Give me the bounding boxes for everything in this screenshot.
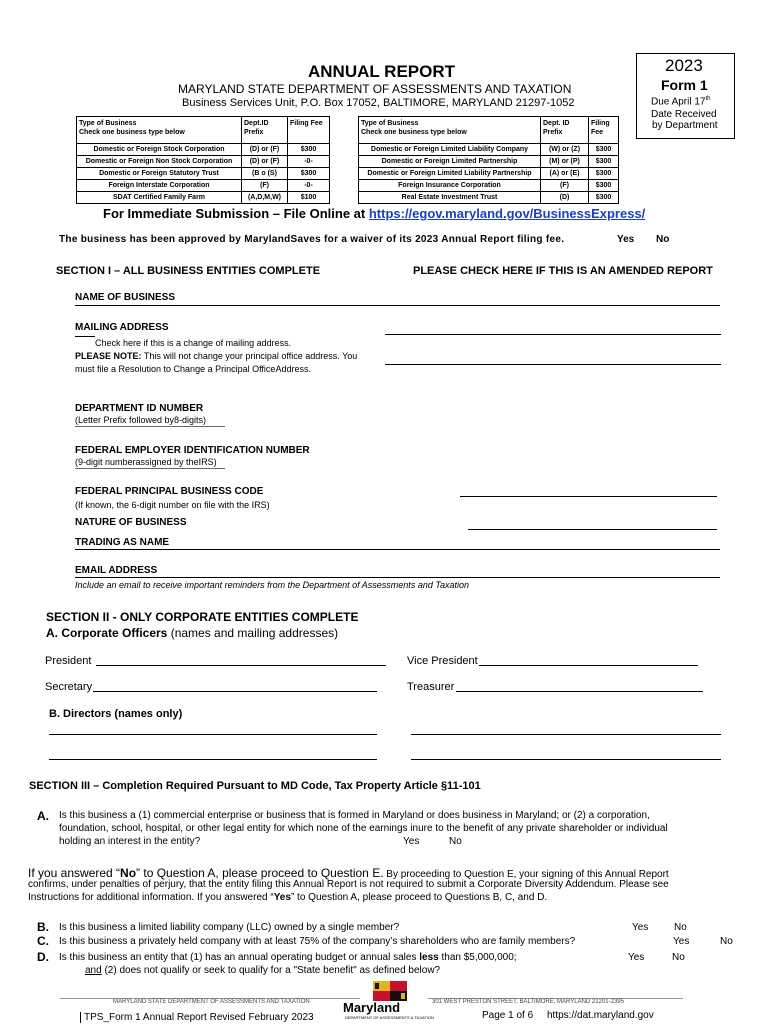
fee-table-cell: Real Estate Investment Trust — [359, 192, 541, 204]
question-b-no[interactable]: No — [674, 922, 687, 933]
section-2-title: SECTION II - ONLY CORPORATE ENTITIES COMPLETE — [46, 610, 359, 624]
section-1-title: SECTION I – ALL BUSINESS ENTITIES COMPLETE — [56, 265, 321, 277]
fee-table-row[interactable] — [77, 180, 330, 192]
name-of-business-field[interactable] — [75, 305, 720, 306]
fein-label: FEDERAL EMPLOYER IDENTIFICATION NUMBER — [75, 445, 310, 456]
fee-table-cell: (A) or (E) — [541, 168, 589, 180]
question-b-yes[interactable]: Yes — [632, 922, 649, 933]
question-d-line-2: and (2) does not qualify or seek to qualify for a "State benefit" as defined below? — [85, 965, 441, 976]
form-revision: TPS_Form 1 Annual Report Revised February 2023 — [80, 1012, 314, 1023]
fee-table-cell: $300 — [288, 168, 330, 180]
corporate-officers-label: A. Corporate Officers (names and mailing addresses) — [46, 626, 339, 640]
question-a-yes[interactable]: Yes — [403, 836, 420, 847]
page-number: Page 1 of 6 — [482, 1010, 534, 1021]
fee-table-header — [359, 117, 619, 144]
change-of-address-label: Check here if this is a change of mailing address. — [95, 338, 292, 348]
question-d-letter: D. — [37, 950, 49, 964]
fein-field[interactable] — [75, 468, 225, 469]
form-year: 2023 — [665, 56, 703, 75]
fee-table-cell: Domestic or Foreign Limited Liability Company — [359, 144, 541, 156]
fee-table-cell: Domestic or Foreign Non Stock Corporation — [77, 156, 242, 168]
online-submission: For Immediate Submission – File Online at https://egov.maryland.gov/BusinessExpress/ — [103, 206, 646, 221]
note-resolution: must file a Resolution to Change a Principal OfficeAddress. — [75, 364, 311, 374]
fee-table-cell: Foreign Insurance Corporation — [359, 180, 541, 192]
due-date: Due April 17th — [651, 96, 711, 108]
mailing-address-field-2[interactable] — [385, 364, 721, 365]
treasurer-label: Treasurer — [407, 681, 455, 693]
fpbc-hint: (If known, the 6-digit number on file with the IRS) — [75, 500, 270, 510]
if-no-instructions: If you answered “No” to Question A, please proceed to Question E. By proceeding to Question E, your signing of this Annual Report — [28, 866, 669, 880]
amended-report-checkbox-label[interactable]: PLEASE CHECK HERE IF THIS IS AN AMENDED REPORT — [413, 265, 713, 277]
agency-address: Business Services Unit, P.O. Box 17052, BALTIMORE, MARYLAND 21297-1052 — [182, 97, 575, 109]
question-b-letter: B. — [37, 920, 49, 934]
fee-table-header-cell: Dept. ID Prefix — [541, 117, 589, 144]
question-c-letter: C. — [37, 934, 49, 948]
secretary-label: Secretary — [45, 681, 93, 693]
fpbc-label: FEDERAL PRINCIPAL BUSINESS CODE — [75, 486, 264, 497]
maryland-logo-text: Maryland — [343, 1000, 401, 1015]
fee-table-cell: (D) or (F) — [242, 156, 288, 168]
trading-as-label: TRADING AS NAME — [75, 537, 170, 548]
president-field[interactable] — [96, 665, 386, 666]
email-hint: Include an email to receive important reminders from the Department of Assessments and Taxation — [75, 580, 470, 590]
please-note: PLEASE NOTE: This will not change your principal office address. You — [75, 351, 358, 361]
fee-table-row[interactable] — [359, 168, 619, 180]
waiver-question: The business has been approved by MarylandSaves for a waiver of its 2023 Annual Report filing fee. — [59, 234, 565, 245]
nature-of-business-label: NATURE OF BUSINESS — [75, 517, 187, 528]
fee-table-cell: (F) — [541, 180, 589, 192]
question-c: Is this business a privately held company with at least 75% of the company’s shareholders who are family members? — [59, 936, 576, 947]
fee-table-cell: $300 — [589, 192, 619, 204]
maryland-logo-subtext: DEPARTMENT OF ASSESSMENTS & TAXATION — [345, 1015, 434, 1020]
question-a-line-2: foundation, school, hospital, or other legal entity for which none of the earnings inure to the benefit of any private shareholder or individual — [59, 823, 668, 834]
mailing-address-label: MAILING ADDRESS — [75, 322, 169, 333]
director-field-3[interactable] — [49, 759, 377, 760]
fee-table-cell: $300 — [589, 180, 619, 192]
fee-table-row[interactable] — [77, 192, 330, 204]
fee-table-cell: Domestic or Foreign Statutory Trust — [77, 168, 242, 180]
fee-table-cell: Domestic or Foreign Limited Partnership — [359, 156, 541, 168]
fee-table-cell: (A,D,M,W) — [242, 192, 288, 204]
president-label: President — [45, 655, 92, 667]
dept-id-hint: (Letter Prefix followed by8-digits) — [75, 415, 207, 425]
waiver-no[interactable]: No — [656, 234, 670, 245]
agency-name: MARYLAND STATE DEPARTMENT OF ASSESSMENTS AND TAXATION — [178, 82, 572, 96]
email-field[interactable] — [75, 577, 720, 578]
fee-table-row[interactable] — [359, 144, 619, 156]
fee-table-cell: (W) or (Z) — [541, 144, 589, 156]
question-a-line-1: Is this business a (1) commercial enterprise or business that is formed in Maryland or does business in Maryland; or (2) a corporation, — [59, 810, 650, 821]
form-info-box — [636, 53, 735, 139]
director-field-4[interactable] — [411, 759, 721, 760]
fee-table-row[interactable] — [359, 180, 619, 192]
fee-table-header-cell: Dept.ID Prefix — [242, 117, 288, 144]
waiver-yes[interactable]: Yes — [617, 234, 635, 245]
fee-table-cell: -0- — [288, 156, 330, 168]
mailing-address-field-1[interactable] — [385, 334, 721, 335]
fee-table-header-cell: Filing Fee — [288, 117, 330, 144]
fee-table-cell: (F) — [242, 180, 288, 192]
footer-agency: MARYLAND STATE DEPARTMENT OF ASSESSMENTS AND TAXATION — [113, 999, 310, 1005]
fee-table-cell: Foreign Interstate Corporation — [77, 180, 242, 192]
fee-table-row[interactable] — [359, 156, 619, 168]
fee-table-cell: $300 — [288, 144, 330, 156]
question-c-no[interactable]: No — [720, 936, 733, 947]
director-field-1[interactable] — [49, 734, 377, 735]
fee-table-cell: Domestic or Foreign Limited Liability Partnership — [359, 168, 541, 180]
fee-table-header — [77, 117, 330, 144]
fee-table-cell: -0- — [288, 180, 330, 192]
business-express-link[interactable]: https://egov.maryland.gov/BusinessExpress/ — [368, 206, 646, 221]
footer-address: 301 WEST PRESTON STREET, BALTIMORE, MARYLAND 21201-2395 — [432, 999, 624, 1005]
by-department-label: by Department — [652, 120, 718, 131]
fee-table-row[interactable] — [77, 156, 330, 168]
fee-table-row[interactable] — [77, 168, 330, 180]
fee-table-left — [76, 116, 330, 204]
fee-table-header-cell: Filing Fee — [589, 117, 619, 144]
question-b: Is this business a limited liability company (LLC) owned by a single member? — [59, 922, 400, 933]
trading-as-field[interactable] — [75, 549, 720, 550]
dept-id-label: DEPARTMENT ID NUMBER — [75, 403, 204, 414]
treasurer-field[interactable] — [456, 691, 703, 692]
fee-table-cell: (B o (S) — [242, 168, 288, 180]
vice-president-field[interactable] — [479, 665, 698, 666]
question-d-yes[interactable]: Yes — [628, 952, 645, 963]
fee-table-right — [358, 116, 619, 204]
fee-table-row[interactable] — [359, 192, 619, 204]
fpbc-field[interactable] — [460, 496, 717, 497]
fee-table-cell: $300 — [589, 156, 619, 168]
directors-label: B. Directors (names only) — [49, 708, 183, 720]
page-title: ANNUAL REPORT — [308, 62, 456, 81]
email-label: EMAIL ADDRESS — [75, 565, 158, 576]
question-c-yes[interactable]: Yes — [673, 936, 690, 947]
dept-id-field[interactable] — [75, 426, 225, 427]
fein-hint: (9-digit numberassigned by theIRS) — [75, 457, 217, 467]
fee-table-row[interactable] — [77, 144, 330, 156]
question-a-letter: A. — [37, 809, 49, 823]
question-d-no[interactable]: No — [672, 952, 685, 963]
fee-table-cell: SDAT Certified Family Farm — [77, 192, 242, 204]
fee-table-cell: $300 — [589, 144, 619, 156]
secretary-field[interactable] — [93, 691, 377, 692]
fee-table-cell: (D) — [541, 192, 589, 204]
nature-of-business-field[interactable] — [468, 529, 717, 530]
form-number: Form 1 — [661, 77, 708, 93]
fee-table-cell: (D) or (F) — [242, 144, 288, 156]
footer-website[interactable]: https://dat.maryland.gov — [547, 1010, 654, 1021]
fee-table-cell: (M) or (P) — [541, 156, 589, 168]
question-d-line-1: Is this business an entity that (1) has an annual operating budget or annual sales less than $5,000,000; — [59, 952, 517, 963]
maryland-flag-icon — [373, 981, 407, 1001]
change-of-address-checkbox[interactable] — [75, 326, 95, 337]
fee-table-cell: $300 — [589, 168, 619, 180]
instructions-text: Instructions for additional information. If you answered “Yes” to Question A, please proceed to Questions B, C, and D. — [28, 892, 548, 903]
director-field-2[interactable] — [411, 734, 721, 735]
fee-table-header-cell: Type of Business Check one business type below — [77, 117, 242, 144]
fee-table-header-cell: Type of Business Check one business type below — [359, 117, 541, 144]
fee-table-cell: $100 — [288, 192, 330, 204]
section-3-title: SECTION III – Completion Required Pursuant to MD Code, Tax Property Article §11-101 — [29, 780, 481, 792]
question-a-line-3: holding an interest in the entity? — [59, 836, 201, 847]
confirms-text: confirms, under penalties of perjury, that the entity filing this Annual Report is not required to submit a Corporate Diversity Addendum. Please see — [28, 879, 669, 890]
question-a-no[interactable]: No — [449, 836, 462, 847]
name-of-business-label: NAME OF BUSINESS — [75, 292, 176, 303]
fee-table-cell: Domestic or Foreign Stock Corporation — [77, 144, 242, 156]
date-received-label: Date Received — [651, 109, 717, 120]
vice-president-label: Vice President — [407, 655, 478, 667]
